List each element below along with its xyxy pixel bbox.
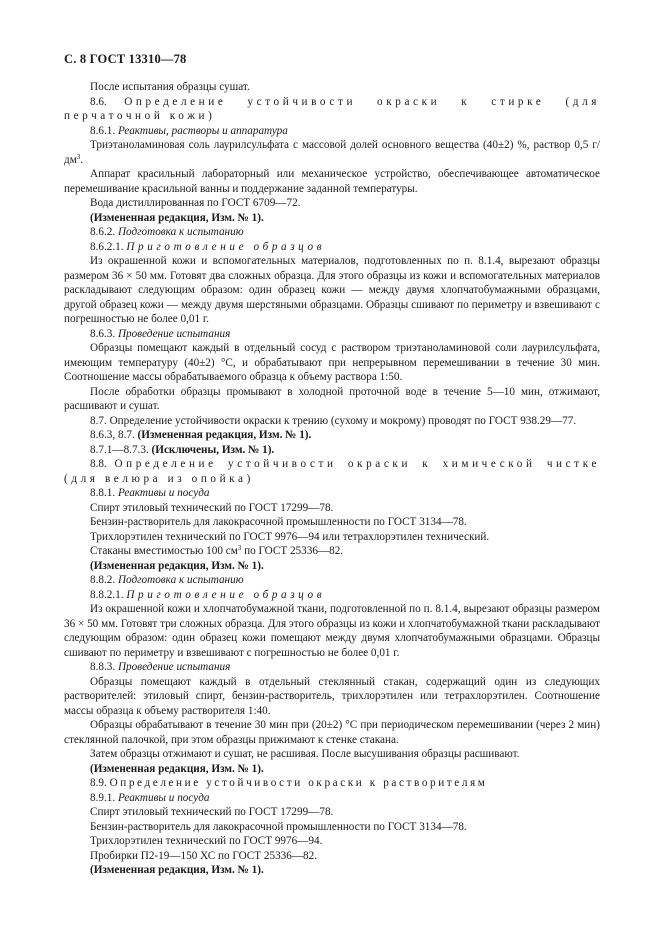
section-subtitle: (для велюра из опойка) (64, 472, 254, 485)
paragraph: Затем образцы отжимают и сушат, не расшивая. После высушивания образцы расшивают. (90, 748, 520, 760)
paragraph: Спирт этиловый технический по ГОСТ 17299—78. (90, 806, 334, 818)
section-8-6-heading: 8.6. Определение устойчивости окраски к стирке (для перчаточной кожи) (64, 95, 601, 122)
revision-note: (Измененная редакция, Изм. № 1). (90, 211, 264, 224)
exclusion-note: (Исключены, Изм. № 1). (151, 443, 275, 456)
paragraph: Трихлорэтилен технический по ГОСТ 9976—94 или тетрахлорэтилен технический. (90, 530, 490, 543)
subsection-title: Проведение испытания (117, 327, 231, 340)
section-8-6-1-heading: 8.6.1. Реактивы, растворы и аппаратура (90, 124, 288, 137)
section-8-8-heading: 8.8. Определение устойчивости окраски к химической чистке (для велюра из опойка) (64, 458, 601, 485)
section-8-8-2-heading: 8.8.2. Подготовка к испытанию (90, 574, 244, 586)
document-body (64, 80, 600, 878)
revision-note: (Измененная редакция, Изм. № 1). (137, 429, 312, 441)
section-8-6-3-heading: 8.6.3. Проведение испытания (90, 327, 231, 340)
section-8-8-1-heading: 8.8.1. Реактивы и посуда (90, 487, 210, 499)
paragraph: Бензин-растворитель для лакокрасочной промышленности по ГОСТ 3134—78. (90, 516, 467, 528)
paragraph: Образцы помещают каждый в отдельный сосуд с раствором триэтаноламиновой соли лаурилсульфата, имеющим температуру (40±2) °С, и обрабатывают при непрерывном перемешивании в течение 30 мин. Соотношение массы обрабатываемого образца к объему раствора 1:50. (64, 342, 600, 383)
subsection-title: Реактивы, растворы и аппаратура (117, 124, 288, 137)
paragraph: Из окрашенной кожи и вспомогательных материалов, подготовленных по п. 8.1.4, вырезают образцы размером 36 × 50 мм. Готовят два сложных образца. Для этого образцы из кожи и вспомогательных материалов раскладывают следующим образом: один образец кожи — между двумя хлопчатобумажными образцами, другой образец кожи — между двумя шерстяными образцами. Образцы сшивают по периметру и взвешивают с погрешностью не более 0,01 г. (64, 255, 600, 325)
paragraph: После обработки образцы промывают в холодной проточной воде в течение 5—10 мин, отжимают, расшивают и сушат. (64, 385, 600, 412)
section-8-9-1-heading: 8.9.1. Реактивы и посуда (90, 791, 210, 804)
paragraph: Триэтаноламиновая соль лаурилсульфата с массовой долей основного вещества (40±2) %, раствор 0,5 $г/дм^3$. (64, 139, 600, 166)
revision-line: 8.6.3, 8.7. (Измененная редакция, Изм. № 1). (90, 429, 312, 441)
page-header: С. 8 ГОСТ 13310—78 (64, 52, 187, 66)
section-title: Определение устойчивости окраски к стирке (для перчаточной кожи) (64, 95, 601, 122)
section-title: Определение устойчивости окраски к химической чистке (114, 458, 601, 470)
section-8-9-heading: 8.9. Определение устойчивости окраски к растворителям (90, 777, 488, 789)
paragraph: Образцы обрабатывают в течение 30 мин при (20±2) °С при периодическом перемешивании (через 2 мин) стеклянной палочкой, при этом образцы прижимают к стенке стакана. (64, 719, 600, 746)
revision-note: (Измененная редакция, Изм. № 1). (90, 762, 264, 775)
paragraph: Бензин-растворитель для лакокрасочной промышленности по ГОСТ 3134—78. (90, 820, 467, 833)
paragraph: Спирт этиловый технический по ГОСТ 17299—78. (90, 501, 334, 514)
section-8-8-2-1-heading: 8.8.2.1. Приготовление образцов (90, 588, 326, 601)
paragraph: Аппарат красильный лабораторный или механическое устройство, обеспечивающее автоматическое перемешивание красильной ванны и поддержание заданной температуры. (64, 168, 600, 195)
section-8-8-3-heading: 8.8.3. Проведение испытания (90, 661, 231, 673)
paragraph: Из окрашенной кожи и хлопчатобумажной ткани, подготовленной по п. 8.1.4, вырезают образцы размером 36 × 50 мм. Готовят три сложных образца. Для этого образцы из кожи и хлопчатобумажной ткани раскладывают следующим образом: один образец кожи помещают между двумя хлопчатобумажными образцами. Образцы сшивают по периметру и взвешивают с погрешностью не более 0,01 г. (64, 603, 600, 659)
paragraph: Вода дистиллированная по ГОСТ 6709—72. (90, 197, 301, 209)
section-8-6-2-1-heading: 8.6.2.1. Приготовление образцов (90, 240, 326, 253)
subsection-title: Подготовка к испытанию (117, 226, 244, 238)
paragraph: После испытания образцы сушат. (90, 81, 250, 93)
paragraph: 8.7. Определение устойчивости окраски к трению (сухому и мокрому) проводят по ГОСТ 938.29—77. (90, 414, 577, 427)
paragraph: Образцы помещают каждый в отдельный стеклянный стакан, содержащий один из следующих растворителей: этиловый спирт, бензин-растворитель, трихлорэтилен или тетрахлорэтилен. Соотношение массы образца к объему растворителя 1:40. (64, 675, 600, 717)
paragraph: Стаканы вместимостью 100 $см^3$ по ГОСТ 25336—82. (90, 544, 344, 557)
subsection-title: Реактивы и посуда (117, 791, 210, 804)
revision-note: (Измененная редакция, Изм. № 1). (90, 559, 264, 572)
revision-note: (Измененная редакция, Изм. № 1). (90, 864, 264, 876)
subsection-title: Реактивы и посуда (117, 487, 210, 499)
exclusion-line: 8.7.1—8.7.3. (Исключены, Изм. № 1). (90, 443, 275, 456)
subsection-title: Проведение испытания (117, 661, 231, 673)
subsection-title: Приготовление образцов (126, 240, 326, 253)
subsection-title: Приготовление образцов (126, 588, 326, 601)
subsection-title: Подготовка к испытанию (117, 574, 244, 586)
paragraph: Трихлорэтилен технический по ГОСТ 9976—94. (90, 835, 323, 847)
paragraph: Пробирки П2-19—150 ХС по ГОСТ 25336—82. (90, 849, 318, 862)
section-8-6-2-heading: 8.6.2. Подготовка к испытанию (90, 226, 244, 238)
section-title: Определение устойчивости окраски к растворителям (109, 777, 488, 789)
